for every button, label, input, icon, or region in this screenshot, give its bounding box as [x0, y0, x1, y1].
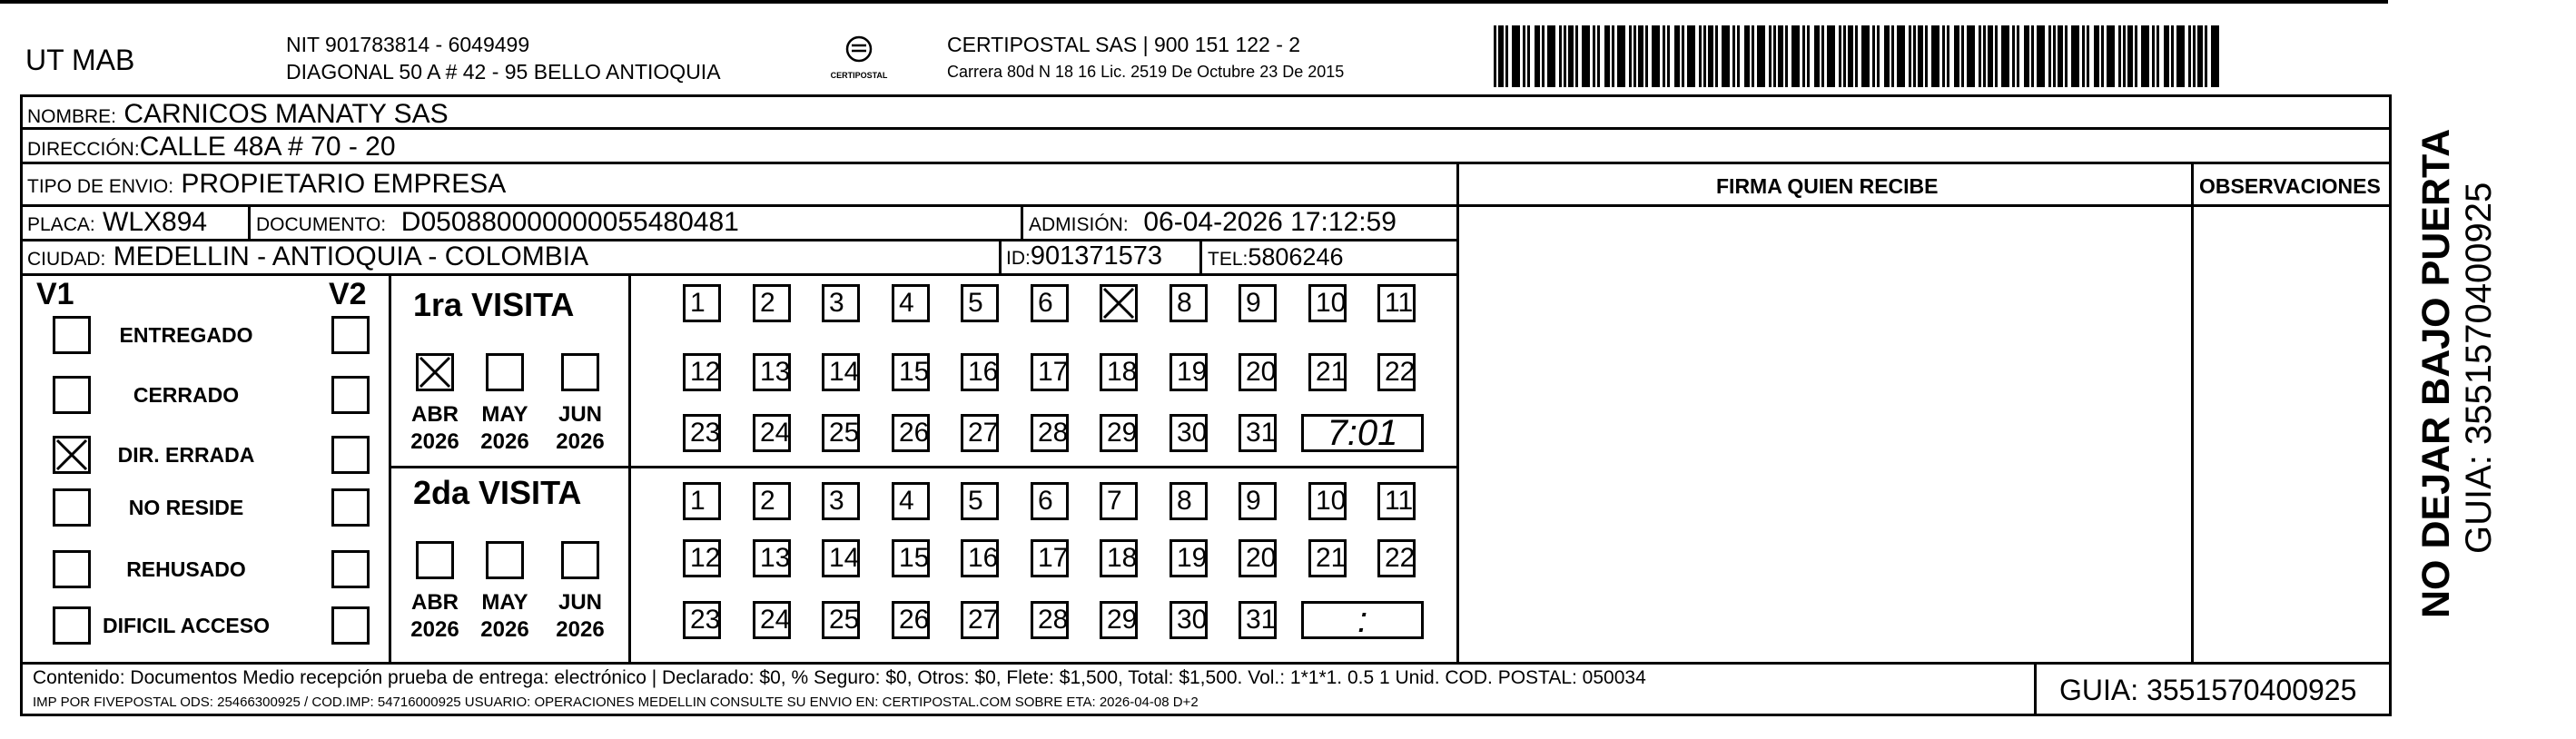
year-label: 2026 [410, 617, 459, 642]
day-box[interactable]: 29 [1100, 414, 1138, 452]
day-box[interactable]: 31 [1239, 601, 1277, 639]
barcode-bar [1839, 25, 1841, 87]
v2-label: V2 [329, 277, 367, 311]
day-box[interactable]: 2 [753, 284, 791, 322]
barcode-bar [2127, 25, 2133, 87]
barcode-bar [1843, 25, 1846, 87]
status-label: DIR. ERRADA [117, 443, 255, 467]
ciudad-field [27, 243, 588, 271]
status-label: CERRADO [133, 383, 240, 407]
day-box[interactable]: 22 [1377, 539, 1416, 577]
day-box[interactable]: 5 [961, 284, 999, 322]
month-checkbox[interactable] [561, 353, 599, 391]
ciudad-label: CIUDAD: [27, 249, 106, 270]
sig-divider [1456, 162, 1459, 662]
day-box[interactable]: 13 [753, 539, 791, 577]
barcode-bar [1855, 25, 1858, 87]
barcode-bar [1827, 25, 1835, 87]
day-box[interactable]: 24 [753, 414, 791, 452]
barcode-bar [1785, 25, 1788, 87]
barcode-bar [1617, 25, 1625, 87]
barcode-bar [1597, 25, 1600, 87]
tipo-label: TIPO DE ENVIO: [27, 176, 174, 197]
visit1-title: 1ra VISITA [413, 286, 575, 323]
v2-checkbox[interactable] [331, 488, 370, 527]
day-box[interactable]: 16 [961, 353, 999, 391]
barcode-bar [1629, 25, 1632, 87]
barcode-bar [1527, 25, 1530, 87]
barcode-bar [1897, 25, 1905, 87]
day-box[interactable]: 30 [1170, 601, 1208, 639]
tel-value: 5806246 [1248, 243, 1344, 271]
barcode-bar [1494, 25, 1496, 87]
hour-box[interactable]: : [1301, 601, 1424, 639]
admision-field [1029, 209, 1397, 236]
barcode-bar [1663, 25, 1665, 87]
barcode-bar [1652, 25, 1660, 87]
barcode-bar [1523, 25, 1525, 87]
footer-contenido: Contenido: Documentos Medio recepción prueba de entrega: electrónico | Declarado: $0, % Seguro: $0, Otros: $0, Flete: $1,500, Total: $1,500. Vol.: 1*1*1. 0.5 1 Unid. COD. POSTAL: 050034 [33, 667, 1646, 688]
day-box[interactable]: 8 [1170, 284, 1208, 322]
status-label: DIFICIL ACCESO [102, 614, 270, 637]
day-box[interactable]: 27 [961, 414, 999, 452]
barcode-bar [2107, 25, 2115, 87]
day-box[interactable]: 23 [683, 414, 721, 452]
firma-header: FIRMA QUIEN RECIBE [1716, 174, 1939, 198]
day-box[interactable]: 16 [961, 539, 999, 577]
barcode-bar [1687, 25, 1695, 87]
barcode-bar [1682, 25, 1684, 87]
id-field [1006, 243, 1162, 270]
day-box[interactable]: 25 [822, 601, 860, 639]
barcode-bar [1722, 25, 1730, 87]
day-box[interactable]: 27 [961, 601, 999, 639]
barcode-bar [2058, 25, 2063, 87]
documento-value: D050880000000055480481 [400, 207, 739, 237]
month-label: JUN [558, 402, 602, 427]
barcode-bar [1848, 25, 1853, 87]
day-box[interactable]: 2 [753, 482, 791, 520]
day-box[interactable]: 30 [1170, 414, 1208, 452]
barcode-bar [1877, 25, 1880, 87]
day-box[interactable]: 24 [753, 601, 791, 639]
col-line [1199, 239, 1202, 273]
barcode-bar [1633, 25, 1636, 87]
footer-divider [2034, 662, 2037, 716]
month-checkbox[interactable] [416, 353, 454, 391]
barcode-bar [2082, 25, 2085, 87]
v1-label: V1 [36, 277, 74, 311]
day-box[interactable]: 20 [1239, 353, 1277, 391]
barcode-bar [1535, 25, 1540, 87]
year-label: 2026 [480, 429, 529, 454]
day-box[interactable]: 21 [1308, 353, 1347, 391]
day-box[interactable]: 1 [683, 284, 721, 322]
day-box[interactable]: 28 [1031, 414, 1069, 452]
v2-checkbox[interactable] [331, 316, 370, 354]
day-box[interactable]: 28 [1031, 601, 1069, 639]
barcode-bar [1604, 25, 1610, 87]
barcode-bar [1582, 25, 1590, 87]
barcode-bar [1913, 25, 1916, 87]
barcode-bar [2164, 25, 2169, 87]
day-box[interactable]: 14 [822, 539, 860, 577]
barcode-bar [1645, 25, 1648, 87]
placa-label: PLACA: [27, 214, 95, 235]
id-label: ID: [1006, 248, 1031, 269]
tel-label: TEL: [1208, 249, 1249, 270]
barcode-bar [1918, 25, 1923, 87]
barcode-bar [1593, 25, 1595, 87]
status-label: REHUSADO [126, 557, 246, 581]
day-box[interactable]: 18 [1100, 353, 1138, 391]
month-checkbox[interactable] [416, 541, 454, 579]
barcode-bar [2101, 25, 2104, 87]
barcode-bar [2037, 25, 2045, 87]
day-box[interactable]: 12 [683, 539, 721, 577]
barcode-bar [1983, 25, 1986, 87]
day-box[interactable]: 13 [753, 353, 791, 391]
side-guia: GUIA: 3551570400925 [2459, 182, 2499, 554]
day-box[interactable]: 29 [1100, 601, 1138, 639]
v2-checkbox[interactable] [331, 606, 370, 645]
barcode-bar [2141, 25, 2149, 87]
barcode-bar [1947, 25, 1949, 87]
day-box[interactable]: 22 [1377, 353, 1416, 391]
footer-imp: IMP POR FIVEPOSTAL ODS: 25466300925 / COD.IMP: 54716000925 USUARIO: OPERACIONES MEDELLIN CONSULTE SU ENVIO EN: CERTIPOSTAL.COM SOBRE ETA: 2026-04-08 D+2 [33, 695, 1199, 710]
hour-box[interactable]: 7:01 [1301, 414, 1424, 452]
year-label: 2026 [556, 617, 605, 642]
barcode-bar [1737, 25, 1740, 87]
barcode-bar [1638, 25, 1643, 87]
barcode-bar [1872, 25, 1875, 87]
barcode-bar [1612, 25, 1614, 87]
v2-checkbox[interactable] [331, 550, 370, 588]
barcode-bar [1807, 25, 1810, 87]
tel-field [1208, 245, 1343, 270]
barcode-bar [1802, 25, 1805, 87]
x-mark-icon [419, 356, 451, 389]
barcode-bar [2157, 25, 2159, 87]
admision-label: ADMISIÓN: [1029, 214, 1129, 235]
placa-value: WLX894 [103, 207, 208, 237]
day-box[interactable]: 19 [1170, 539, 1208, 577]
v2-checkbox[interactable] [331, 436, 370, 474]
year-label: 2026 [410, 429, 459, 454]
barcode-bar [1814, 25, 1820, 87]
barcode-bar [2193, 25, 2196, 87]
barcode-bar [1752, 25, 1754, 87]
month-label: MAY [481, 590, 528, 615]
month-label: ABR [411, 402, 459, 427]
day-box[interactable]: 26 [892, 414, 930, 452]
nombre-label: NOMBRE: [27, 106, 117, 127]
admision-value: 06-04-2026 17:12:59 [1143, 207, 1397, 237]
row-line [20, 273, 1459, 276]
day-box[interactable]: 31 [1239, 414, 1277, 452]
day-box[interactable]: 11 [1377, 284, 1416, 322]
barcode-bar [1979, 25, 1981, 87]
barcode-bar [1884, 25, 1890, 87]
barcode-bar [1674, 25, 1680, 87]
barcode-bar [1732, 25, 1735, 87]
col-line [248, 204, 251, 239]
barcode-bar [1791, 25, 1800, 87]
col-line [1021, 204, 1023, 239]
barcode-bar [2197, 25, 2203, 87]
barcode-bar [1505, 25, 1508, 87]
barcode-bar [2012, 25, 2015, 87]
day-box[interactable]: 11 [1377, 482, 1416, 520]
sender-nit: NIT 901783814 - 6049499 [286, 33, 530, 56]
barcode-bar [1773, 25, 1776, 87]
barcode-bar [1925, 25, 1928, 87]
certipostal-logo [830, 33, 888, 87]
barcode-bar [2171, 25, 2174, 87]
barcode-bar [1821, 25, 1824, 87]
barcode-bar [1498, 25, 1504, 87]
month-checkbox[interactable] [486, 353, 524, 391]
barcode-bar [1708, 25, 1713, 87]
direccion-label: DIRECCIÓN: [27, 139, 140, 160]
barcode-bar [2176, 25, 2185, 87]
day-box[interactable]: 9 [1239, 284, 1277, 322]
barcode-bar [1909, 25, 1911, 87]
observaciones-header: OBSERVACIONES [2199, 174, 2381, 198]
day-box[interactable]: 15 [892, 539, 930, 577]
day-box[interactable]: 17 [1031, 539, 1069, 577]
ciudad-value: MEDELLIN - ANTIOQUIA - COLOMBIA [113, 241, 589, 271]
day-box[interactable]: 4 [892, 482, 930, 520]
barcode-bar [1564, 25, 1566, 87]
day-box[interactable]: 1 [683, 482, 721, 520]
direccion-field [27, 133, 396, 161]
placa-field [27, 209, 207, 236]
status-label: NO RESIDE [128, 496, 244, 519]
v2-checkbox[interactable] [331, 376, 370, 414]
documento-label: DOCUMENTO: [256, 214, 387, 235]
barcode-bar [2205, 25, 2207, 87]
visit2-title: 2da VISITA [413, 474, 582, 511]
visit-divider [389, 466, 1459, 468]
day-box[interactable]: 10 [1308, 284, 1347, 322]
day-box[interactable]: 6 [1031, 284, 1069, 322]
col-line [999, 239, 1002, 273]
year-label: 2026 [480, 617, 529, 642]
status-label: ENTREGADO [119, 323, 253, 347]
barcode-bar [1954, 25, 1959, 87]
month-label: JUN [558, 590, 602, 615]
day-box[interactable]: 10 [1308, 482, 1347, 520]
barcode-bar [1967, 25, 1975, 87]
day-box[interactable]: 8 [1170, 482, 1208, 520]
day-box[interactable]: 4 [892, 284, 930, 322]
id-value: 901371573 [1030, 241, 1162, 271]
day-box[interactable]: 3 [822, 482, 860, 520]
barcode-bar [2135, 25, 2137, 87]
day-box[interactable]: 25 [822, 414, 860, 452]
footer-guia: GUIA: 3551570400925 [2059, 674, 2357, 706]
year-label: 2026 [556, 429, 605, 454]
barcode-bar [1757, 25, 1765, 87]
barcode-bar [2071, 25, 2079, 87]
barcode-bar [2188, 25, 2191, 87]
barcode-bar [1891, 25, 1894, 87]
barcode-bar [1512, 25, 1520, 87]
nombre-field [27, 101, 449, 128]
barcode-bar [2017, 25, 2019, 87]
month-checkbox[interactable] [561, 541, 599, 579]
barcode-bar [1667, 25, 1670, 87]
month-label: MAY [481, 402, 528, 427]
barcode-bar [1861, 25, 1870, 87]
barcode-bar [1575, 25, 1578, 87]
barcode-bar [2048, 25, 2051, 87]
barcode-bar [1778, 25, 1783, 87]
x-mark-icon [1102, 287, 1135, 320]
obs-divider [2191, 162, 2194, 662]
barcode-bar [2001, 25, 2009, 87]
sig-header-line [1456, 204, 2392, 207]
barcode-bar [1769, 25, 1772, 87]
barcode-bar [2123, 25, 2126, 87]
day-box[interactable]: 26 [892, 601, 930, 639]
day-box[interactable]: 18 [1100, 539, 1138, 577]
barcode-bar [1995, 25, 1998, 87]
day-box[interactable]: 19 [1170, 353, 1208, 391]
barcode-bar [1542, 25, 1545, 87]
no-dejar-warning: NO DEJAR BAJO PUERTA [2414, 128, 2458, 618]
courier-name: CERTIPOSTAL SAS | 900 151 122 - 2 [947, 33, 1301, 56]
barcode-bar [1744, 25, 1750, 87]
barcode-bar [1961, 25, 1964, 87]
barcode [1494, 25, 2220, 87]
direccion-value: CALLE 48A # 70 - 20 [139, 132, 396, 162]
day-box[interactable]: 9 [1239, 482, 1277, 520]
barcode-bar [2065, 25, 2068, 87]
day-box[interactable]: 3 [822, 284, 860, 322]
day-box[interactable]: 15 [892, 353, 930, 391]
day-box[interactable]: 17 [1031, 353, 1069, 391]
barcode-bar [1703, 25, 1706, 87]
day-box[interactable]: 6 [1031, 482, 1069, 520]
barcode-bar [2053, 25, 2056, 87]
svg-text:CERTIPOSTAL: CERTIPOSTAL [830, 71, 888, 80]
day-box[interactable]: 7 [1100, 482, 1138, 520]
day-box[interactable]: 14 [822, 353, 860, 391]
courier-address: Carrera 80d N 18 16 Lic. 2519 De Octubre 23 De 2015 [947, 63, 1345, 81]
barcode-bar [1715, 25, 1718, 87]
barcode-bar [2118, 25, 2121, 87]
barcode-bar [1988, 25, 1993, 87]
documento-field [256, 209, 739, 236]
day-box[interactable]: 21 [1308, 539, 1347, 577]
day-box[interactable]: 20 [1239, 539, 1277, 577]
barcode-bar [2152, 25, 2155, 87]
row-line [20, 162, 2392, 164]
barcode-bar [2094, 25, 2099, 87]
tipo-field [27, 171, 506, 198]
barcode-bar [1547, 25, 1555, 87]
sender-name: UT MAB [25, 44, 135, 76]
day-box[interactable] [1100, 284, 1138, 322]
sender-address: DIAGONAL 50 A # 42 - 95 BELLO ANTIOQUIA [286, 60, 721, 84]
day-box[interactable]: 23 [683, 601, 721, 639]
day-box[interactable]: 12 [683, 353, 721, 391]
barcode-bar [2031, 25, 2034, 87]
barcode-bar [2024, 25, 2029, 87]
barcode-bar [1942, 25, 1945, 87]
day-box[interactable]: 5 [961, 482, 999, 520]
top-border [0, 0, 2388, 4]
barcode-bar [2211, 25, 2219, 87]
month-checkbox[interactable] [486, 541, 524, 579]
barcode-bar [1699, 25, 1702, 87]
tipo-value: PROPIETARIO EMPRESA [181, 169, 507, 199]
barcode-bar [1559, 25, 1562, 87]
barcode-bar [1931, 25, 1939, 87]
barcode-bar [2087, 25, 2089, 87]
month-label: ABR [411, 590, 459, 615]
barcode-bar [1568, 25, 1574, 87]
nombre-value: CARNICOS MANATY SAS [123, 99, 449, 129]
